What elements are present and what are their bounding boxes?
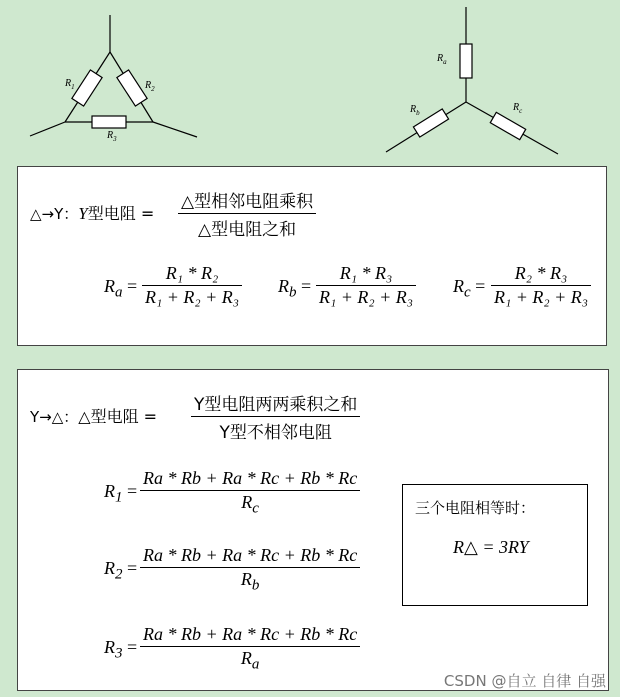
y-to-delta-prefix: Y→△： (30, 408, 79, 426)
lhs-r: R (278, 276, 289, 296)
label-rb: $R_b$ (410, 104, 420, 117)
y-to-delta-definition-fraction (191, 390, 360, 443)
denominator (238, 492, 262, 518)
fraction-bar (178, 213, 316, 214)
denominator: R₁ + R₂ + R₃ (319, 287, 414, 307)
equal-resistors-box (402, 484, 588, 606)
resistor-rc (490, 112, 525, 139)
equal-resistors-title: 三个电阻相等时： (415, 499, 536, 517)
den-r: R (240, 648, 252, 668)
den-sub: b (251, 577, 260, 594)
den-r: R (241, 492, 253, 512)
den-sub: c (252, 500, 259, 517)
lhs-sub: a (115, 284, 123, 301)
fraction-bar (491, 285, 591, 286)
numerator: R₁ * R₃ (339, 263, 393, 283)
delta-to-y-lhs: 型电阻 = (87, 204, 155, 223)
lhs-sub: 3 (115, 645, 123, 662)
lhs-r: R (104, 558, 115, 578)
y-to-delta-panel: Y→△：△型电阻 = Y型电阻两两乘积之和 Y型不相邻电阻 $R_1$ = Ra * Rb + Ra * Rc + Rb * Rc $R_c$ $R_2$ = Ra * Rb + Ra * Rc + Rb * Rc $R_b$ $R_3$ = Ra * Rb + Ra * Rc + Rb * Rc $R_a$ 三个电阻相等时： R△ = 3RY (17, 369, 609, 691)
den-sub: a (251, 656, 260, 673)
definition-numerator: △型相邻电阻乘积 (181, 192, 314, 212)
numerator: Ra * Rb + Ra * Rc + Rb * Rc (143, 468, 358, 488)
lhs-sub: c (464, 284, 471, 301)
delta-circuit-diagram (25, 10, 205, 145)
denominator: R₁ + R₂ + R₃ (145, 287, 240, 307)
lhs-sub: 2 (115, 566, 123, 583)
lhs-r: R (104, 637, 115, 657)
numerator: Ra * Rb + Ra * Rc + Rb * Rc (143, 624, 358, 644)
y-symbol: Y (78, 204, 88, 223)
den-r: R (240, 569, 252, 589)
resistor-r1 (72, 70, 102, 106)
resistor-r3 (92, 116, 126, 128)
fraction-bar (191, 416, 360, 417)
denominator (238, 569, 263, 595)
lhs-r: R (453, 276, 464, 296)
label-rc: $R_c$ (513, 102, 523, 115)
lhs-sub: b (289, 284, 297, 301)
lhs-r: R (104, 481, 115, 501)
fraction-bar (140, 646, 360, 647)
label-r2: $R_2$ (145, 80, 155, 93)
delta-to-y-definition-fraction (178, 187, 316, 240)
fraction-bar (140, 490, 360, 491)
label-ra: $R_a$ (437, 53, 447, 66)
watermark: CSDN @自立 自律 自强 (443, 672, 606, 690)
definition-numerator: Y型电阻两两乘积之和 (194, 395, 358, 415)
definition-denominator: Y型不相邻电阻 (219, 423, 332, 443)
delta-to-y-prefix: △→Y： (30, 205, 79, 223)
y-to-delta-lhs: △型电阻 = (78, 407, 158, 426)
numerator: Ra * Rb + Ra * Rc + Rb * Rc (143, 545, 358, 565)
label-r1: $R_1$ (65, 78, 75, 91)
fraction-bar (140, 567, 360, 568)
resistor-ra (460, 44, 472, 78)
numerator: R₂ * R₃ (514, 263, 568, 283)
denominator (238, 648, 263, 674)
definition-denominator: △型电阻之和 (198, 220, 297, 240)
fraction-bar (142, 285, 242, 286)
y-circuit-diagram (380, 5, 565, 157)
lhs-sub: 1 (115, 489, 123, 506)
lhs-r: R (104, 276, 115, 296)
label-r3: $R_3$ (107, 130, 117, 143)
equal-resistors-formula: R△ = 3RY (453, 537, 529, 557)
numerator: R₁ * R₂ (165, 263, 219, 283)
denominator: R₁ + R₂ + R₃ (494, 287, 589, 307)
delta-to-y-panel: △→Y：Y型电阻 = △型相邻电阻乘积 △型电阻之和 $R_a$ = R₁ * R₂ R₁ + R₂ + R₃ $R_b$ = R₁ * R₃ R₁ + R₂ + R₃ $R_c$ = R₂ * R₃ R₁ + R₂ + R₃ (17, 166, 607, 346)
fraction-bar (316, 285, 416, 286)
resistor-r2 (117, 70, 147, 106)
